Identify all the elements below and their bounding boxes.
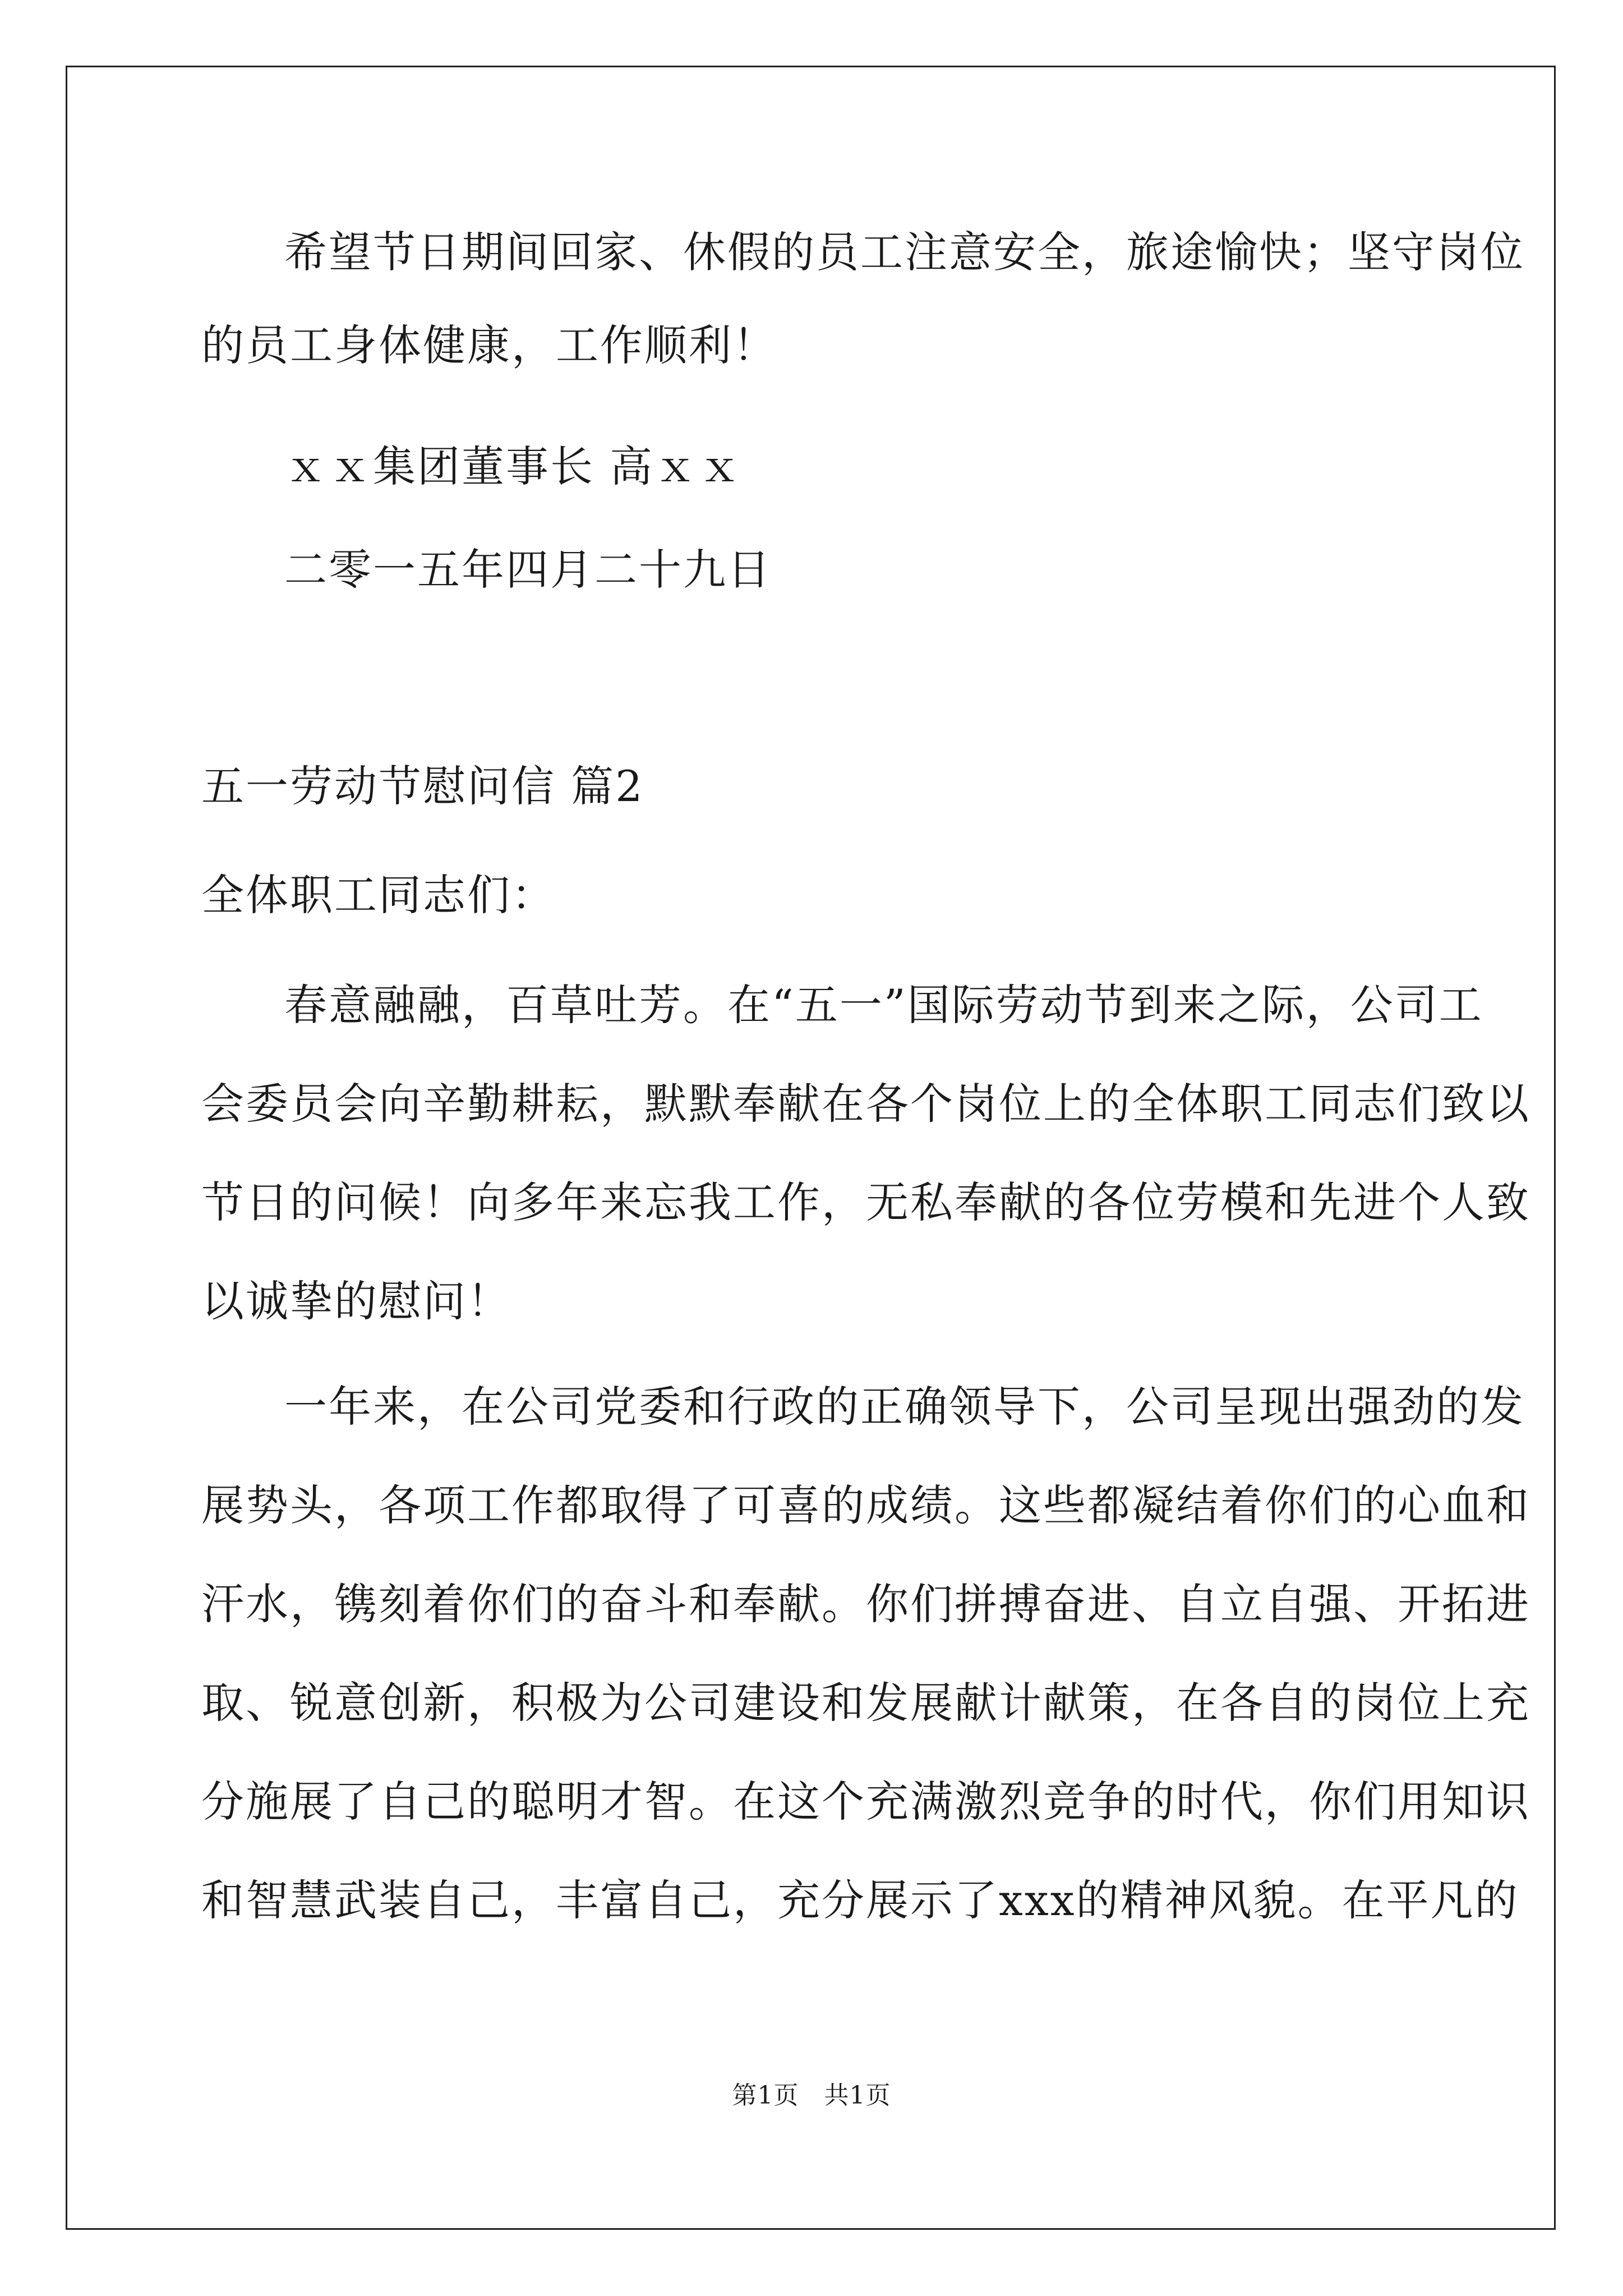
paragraph-3-line-2: 展势头，各项工作都取得了可喜的成绩。这些都凝结着你们的心血和 (201, 1480, 1530, 1530)
paragraph-3-line-5: 分施展了自己的聪明才智。在这个充满激烈竞争的时代，你们用知识 (201, 1777, 1530, 1826)
paragraph-3-line-4: 取、锐意创新，积极为公司建设和发展献计献策，在各自的岗位上充 (201, 1678, 1530, 1728)
paragraph-2-line-1: 春意融融，百草吐芳。在“五一”国际劳动节到来之际，公司工 (284, 980, 1483, 1030)
paragraph-1-line-2: 的员工身体健康，工作顺利！ (201, 320, 777, 370)
paragraph-2-line-2: 会委员会向辛勤耕耘，默默奉献在各个岗位上的全体职工同志们致以 (201, 1079, 1530, 1129)
salutation: 全体职工同志们： (201, 870, 556, 920)
paragraph-3-line-6: 和智慧武装自己，丰富自己，充分展示了xxx的精神风貌。在平凡的 (201, 1875, 1519, 1925)
date: 二零一五年四月二十九日 (284, 545, 772, 595)
paragraph-3-line-1: 一年来，在公司党委和行政的正确领导下，公司呈现出强劲的发 (284, 1382, 1525, 1432)
paragraph-2-line-3: 节日的问候！向多年来忘我工作，无私奉献的各位劳模和先进个人致 (201, 1177, 1530, 1227)
paragraph-1-line-1: 希望节日期间回家、休假的员工注意安全，旅途愉快；坚守岗位 (284, 227, 1525, 277)
page-number-footer: 第1页 共1页 (732, 2081, 891, 2110)
paragraph-2-line-4: 以诚挚的慰问！ (201, 1276, 511, 1326)
section-heading: 五一劳动节慰问信 篇2 (201, 761, 644, 811)
signature: ｘｘ集团董事长 高ｘｘ (284, 441, 743, 491)
paragraph-3-line-3: 汗水，镌刻着你们的奋斗和奉献。你们拼搏奋进、自立自强、开拓进 (201, 1579, 1530, 1629)
